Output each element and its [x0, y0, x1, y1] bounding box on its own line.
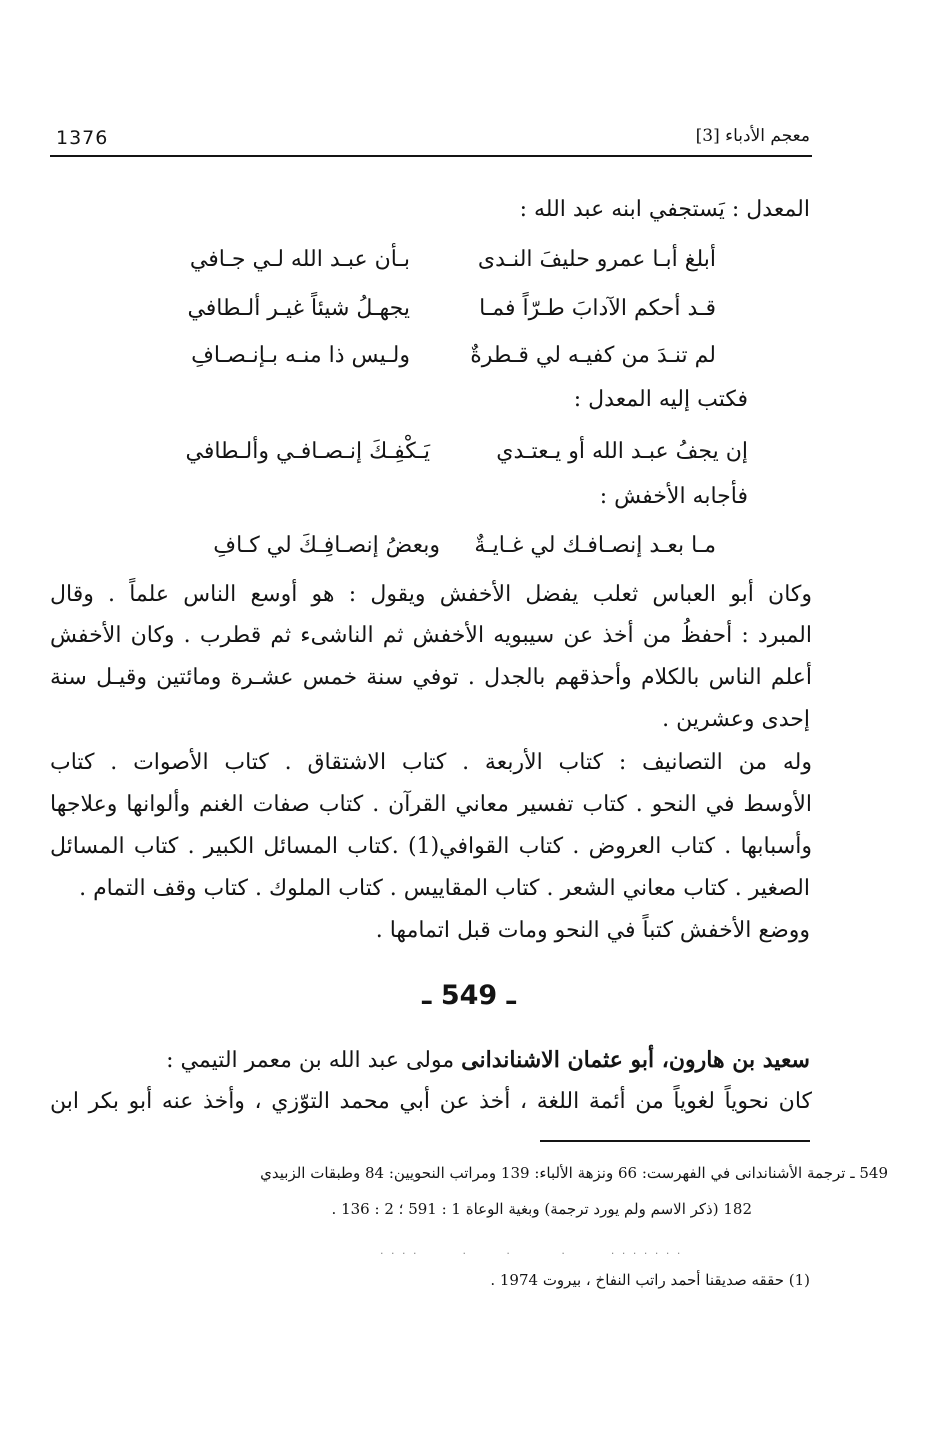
verse-4-first: إن يجفُ عبـد الله أو يـعتـدي	[496, 439, 748, 464]
page-number: 1376	[56, 127, 109, 149]
bio-line2: كان نحوياً لغوياً من أئمة اللغة ، أخذ عن أبي محمد التوّزي ، وأخذ عنه أبو بكر ابن	[50, 1089, 812, 1114]
verse-1-first: أبلغ أبـا عمرو حليفَ النـدى	[477, 247, 716, 272]
verse-5-first: مـا بعـد إنصـافـك لي غـايـةٌ	[474, 533, 716, 558]
para2-line5: ووضع الأخفش كتباً في النحو ومات قبل اتمامها .	[375, 918, 810, 943]
verse-2-second: يجهـلُ شيئاً غيـر ألـطافي	[187, 296, 410, 321]
header-rule	[50, 155, 812, 157]
bio-rest: مولى عبد الله بن معمر التيمي :	[166, 1048, 462, 1073]
para2-line3: وأسبابها . كتاب العروض . كتاب القوافي(1) .كتاب المسائل الكبير . كتاب المسائل	[50, 834, 812, 859]
footnote-ref-line2: 182 (ذكر الاسم ولم يورد ترجمة) وبغية الوعاة 1 : 591 ؛ 2 : 136 .	[331, 1200, 752, 1218]
para2-line1: وله من التصانيف : كتاب الأربعة . كتاب الاشتقاق . كتاب الأصوات . كتاب	[50, 750, 812, 775]
bio-name: سعيد بن هارون، أبو عثمان الاشناندانى	[461, 1047, 810, 1073]
verse-4-second: يَـكْفِـكَ إنـصـافـي وألـطافي	[185, 439, 430, 464]
entry-number: ـ 549 ـ	[422, 980, 516, 1011]
answer-intro: فأجابه الأخفش :	[599, 484, 748, 509]
para1-line3: أعلم الناس بالكلام وأحذقهم بالجدل . توفي سنة خمس عشـرة ومائتين وقيـل سنة	[50, 665, 812, 690]
para1-line4: إحدى وعشرين .	[662, 707, 810, 732]
para1-line2: المبرد : أحفظُ من أخذ عن سيبويه الأخفش ثم الناشىء ثم قطرب . وكان الأخفش	[50, 623, 812, 648]
verse-1-second: بـأن عبـد الله لـي جـافي	[189, 247, 410, 272]
verse-2-first: قـد أحكم الآدابَ طـرّاً فمـا	[479, 296, 716, 321]
verse-3-second: ولـيس ذا منـه بـإنـصـافِ	[191, 343, 410, 368]
verse-5-second: وبعضُ إنصـافِـكَ لي كـافِ	[213, 533, 440, 558]
para1-line1: وكان أبو العباس ثعلب يفضل الأخفش ويقول : هو أوسع الناس علماً . وقال	[50, 582, 812, 607]
running-title: معجم الأدباء [3]	[695, 126, 810, 146]
footnote-1: (1) حققه صديقنا أحمد راتب النفاخ ، بيروت 1974 .	[490, 1271, 810, 1289]
reply-intro: فكتب إليه المعدل :	[573, 387, 748, 412]
verse-3-first: لم تنـدَ من كفيـه لي قـطرةٌ	[470, 343, 716, 368]
para2-line2: الأوسط في النحو . كتاب تفسير معاني القرآن . كتاب صفات الغنم وألوانها وعلاجها	[50, 792, 812, 817]
bio-line1	[166, 1040, 810, 1081]
intro-line: المعدل : يَستجفي ابنه عبد الله :	[519, 197, 810, 222]
footnote-ref-line1: 549 ـ ترجمة الأشناندانى في الفهرست: 66 ونزهة الألباء: 139 ومراتب النحويين: 84 وطبقات الزبيدي	[260, 1164, 888, 1182]
para2-line4: الصغير . كتاب معاني الشعر . كتاب المقاييس . كتاب الملوك . كتاب وقف التمام .	[79, 876, 810, 901]
footnote-separator: . . . . . . . . . . . . . .	[380, 1244, 683, 1257]
footnote-rule	[540, 1140, 810, 1142]
